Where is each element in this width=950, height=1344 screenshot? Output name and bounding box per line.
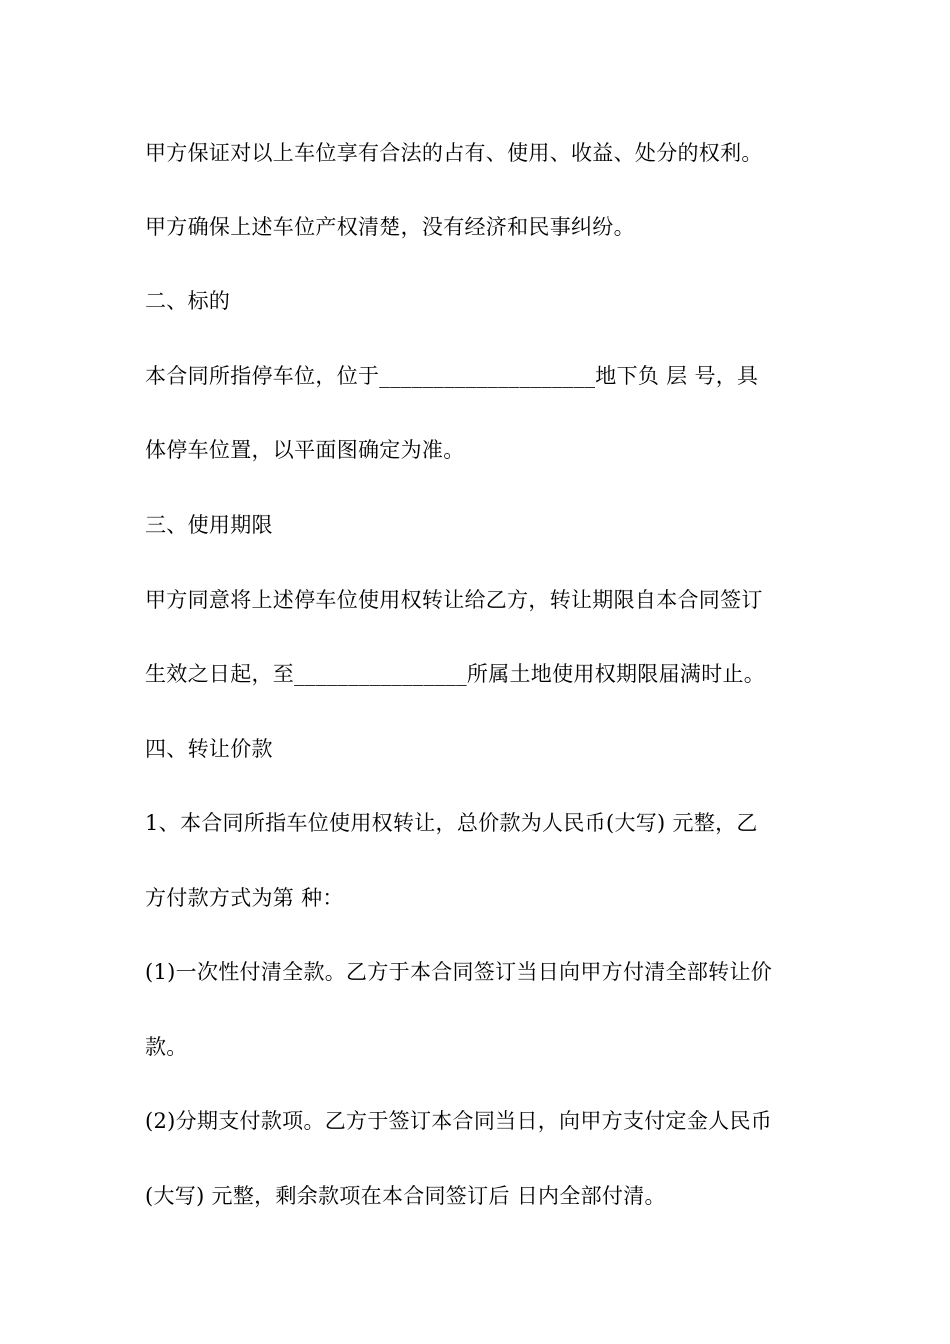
text-line-11: 方付款方式为第 种： — [145, 886, 344, 910]
text-line-1: 甲方保证对以上车位享有合法的占有、使用、收益、处分的权利。 — [145, 141, 763, 165]
text-line-15: (大写) 元整，剩余款项在本合同签订后 日内全部付清。 — [145, 1184, 666, 1208]
text-line-12: (1)一次性付清全款。乙方于本合同签订当日向甲方付清全部转让价 — [145, 960, 773, 984]
section-heading-4: 四、转让价款 — [145, 737, 273, 761]
text-line-4: 本合同所指停车位，位于____________________地下负 层 号，具 — [145, 364, 759, 388]
section-heading-2: 二、标的 — [145, 289, 231, 313]
text-line-7: 甲方同意将上述停车位使用权转让给乙方，转让期限自本合同签订 — [145, 588, 763, 612]
text-line-5: 体停车位置，以平面图确定为准。 — [145, 438, 465, 462]
text-line-2: 甲方确保上述车位产权清楚，没有经济和民事纠纷。 — [145, 215, 635, 239]
text-line-13: 款。 — [145, 1035, 188, 1059]
section-heading-3: 三、使用期限 — [145, 513, 273, 537]
text-line-8: 生效之日起，至________________所属土地使用权期限届满时止。 — [145, 662, 766, 686]
text-line-14: (2)分期支付款项。乙方于签订本合同当日，向甲方支付定金人民币 — [145, 1109, 773, 1133]
text-line-10: 1、本合同所指车位使用权转让，总价款为人民币(大写) 元整，乙 — [145, 811, 758, 835]
